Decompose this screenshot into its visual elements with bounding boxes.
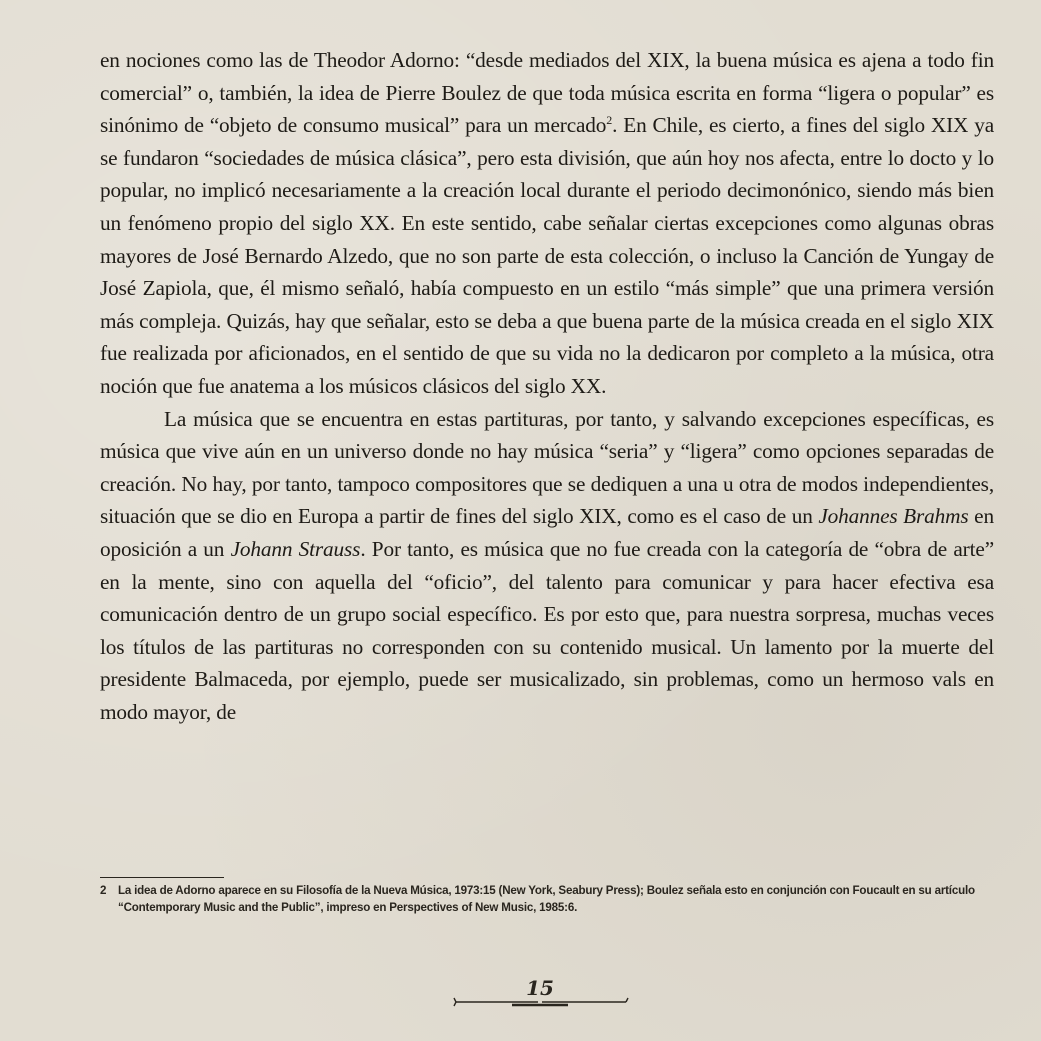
text-segment: La música que se encuentra en estas partituras, por tanto, y salvando excepciones específicas, es música que vive aún en un universo donde no hay música “seria” y “ligera” como opciones separadas de creación. No hay, por tanto, tampoco compositores que se dediquen a una u otra de modos independientes, situación que se dio en Europa a partir de fines del siglo XIX, como es el caso de un: [100, 406, 994, 529]
page-number-block: [450, 976, 630, 1016]
footnote-ref: 2: [606, 113, 613, 128]
footnote: [100, 883, 996, 916]
page-number: 15: [526, 976, 554, 1000]
paragraph-2: [100, 403, 994, 729]
paragraph-1: [100, 44, 994, 403]
text-segment: . Por tanto, es música que no fue creada con la categoría de “obra de arte” en la mente, sino con aquella del “oficio”, del talento para comunicar y para hacer efectiva esa comunicación dentro de un grupo social específico. Es por esto que, para nuestra sorpresa, muchas veces los títulos de las partituras no corresponden con su contenido musical. Un lamento por la muerte del presidente Balmaceda, por ejemplo, puede ser musicalizado, sin problemas, como un hermoso vals en modo mayor, de: [100, 536, 994, 724]
text-segment: . En Chile, es cierto, a fines del siglo XIX ya se fundaron “sociedades de música clásica”, pero esta división, que aún hoy nos afecta, entre lo docto y lo popular, no implicó necesariamente a la creación local durante el periodo decimonónico, siendo más bien un fenómeno propio del siglo XX. En este sentido, cabe señalar ciertas excepciones como algunas obras mayores de José Bernardo Alzedo, que no son parte de esta colección, o incluso la Canción de Yungay de José Zapiola, que, él mismo señaló, había compuesto en un estilo “más simple” que una primera versión más compleja. Quizás, hay que señalar, esto se deba a que buena parte de la música creada en el siglo XIX fue realizada por aficionados, en el sentido de que su vida no la dedicaron por completo a la música, otra noción que fue anatema a los músicos clásicos del siglo XX.: [100, 113, 994, 398]
text-segment: en nociones como las de Theodor Adorno: “desde mediados del XIX, la buena música es ajena a todo fin comercial” o, también, la idea de Pierre Boulez de que toda música escrita en forma “ligera o popular” es sinónimo de “objeto de consumo musical” para un mercado: [100, 48, 994, 138]
page-number-ornament-icon: [450, 996, 630, 1012]
page-body: [100, 44, 994, 728]
footnote-divider: [100, 877, 224, 878]
italic-name: Johannes Brahms: [818, 504, 969, 529]
footnote-number: 2: [100, 884, 107, 897]
text-segment: en oposición a un: [100, 504, 994, 561]
footnote-text: La idea de Adorno aparece en su Filosofía de la Nueva Música, 1973:15 (New York, Seabury Press); Boulez señala esto en conjunción con Foucault en su artículo “Contemporary Music and the Public”, impreso en Perspectives of New Music, 1985:6.: [118, 884, 975, 914]
italic-name: Johann Strauss: [230, 536, 361, 561]
